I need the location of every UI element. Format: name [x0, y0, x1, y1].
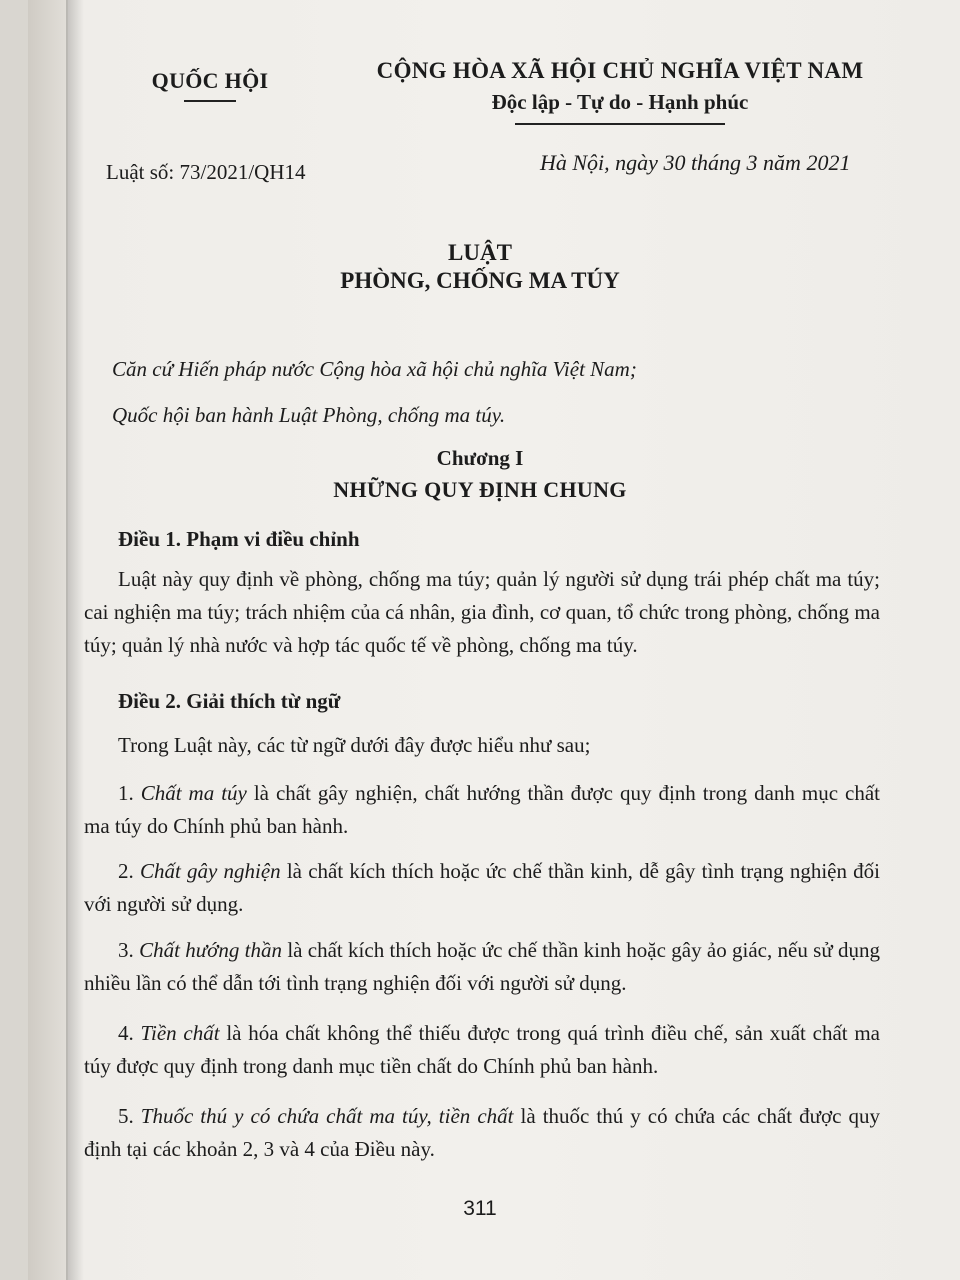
page-number: 311 [463, 1197, 497, 1220]
republic-name: CỘNG HÒA XÃ HỘI CHỦ NGHĨA VIỆT NAM [376, 58, 864, 83]
dateline: Hà Nội, ngày 30 tháng 3 năm 2021 [540, 150, 851, 175]
defined-term: Chất hướng thần [139, 938, 283, 962]
facing-page-edge [28, 0, 68, 1280]
definition-text: là chất kích thích hoặc ức chế thần kinh hoặc gây ảo giác, nếu sử dụng nhiều lần có thể dẫn tới tình trạng nghiện đối với người sử dụng. [84, 938, 881, 995]
definition-item [84, 777, 880, 843]
defined-term: Chất ma túy [140, 781, 247, 805]
organization-name: QUỐC HỘI [151, 68, 269, 93]
article-2-intro [84, 729, 880, 762]
article-1-text [84, 563, 880, 662]
document-type: LUẬT [448, 240, 512, 265]
definition-text: là thuốc thú y có chứa các chất được quy định tại các khoản 2, 3 và 4 của Điều này. [84, 1104, 880, 1161]
article-2-heading: Điều 2. Giải thích từ ngữ [118, 689, 341, 713]
item-number: 3. [118, 938, 134, 962]
definition-item [84, 1100, 880, 1166]
chapter-number: Chương I [436, 446, 524, 470]
item-number: 4. [118, 1021, 134, 1045]
enactment-line: Quốc hội ban hành Luật Phòng, chống ma túy. [112, 403, 506, 427]
item-number: 2. [118, 859, 134, 883]
national-heading [370, 58, 870, 125]
article-1-body: Luật này quy định về phòng, chống ma túy; quản lý người sử dụng trái phép chất ma túy; cai nghiện ma túy; trách nhiệm của cá nhân, gia đình, cơ quan, tổ chức trong phòng, chống ma túy; quản lý nhà nước và hợp tác quốc tế về phòng, chống ma túy. [84, 567, 880, 657]
gutter-shadow [66, 0, 84, 1280]
definition-text: là chất kích thích hoặc ức chế thần kinh, dễ gây tình trạng nghiện đối với người sử dụng. [84, 859, 880, 916]
document-title: PHÒNG, CHỐNG MA TÚY [340, 268, 620, 293]
legal-basis-line: Căn cứ Hiến pháp nước Cộng hòa xã hội chủ nghĩa Việt Nam; [112, 357, 637, 381]
chapter-title: NHỮNG QUY ĐỊNH CHUNG [333, 477, 627, 502]
organization-underline [184, 100, 236, 102]
definition-text: là chất gây nghiện, chất hướng thần được quy định trong danh mục chất ma túy do Chính phủ ban hành. [84, 781, 880, 838]
definition-item [84, 934, 880, 1000]
defined-term: Tiền chất [140, 1021, 220, 1045]
national-motto: Độc lập - Tự do - Hạnh phúc [491, 90, 749, 114]
issuer-block [120, 68, 300, 102]
article-1-heading: Điều 1. Phạm vi điều chỉnh [118, 527, 360, 551]
defined-term: Thuốc thú y có chứa chất ma túy, tiền chất [140, 1104, 514, 1128]
law-number: Luật số: 73/2021/QH14 [106, 160, 306, 184]
item-number: 1. [118, 781, 134, 805]
definition-item [84, 855, 880, 921]
definition-item [84, 1017, 880, 1083]
item-number: 5. [118, 1104, 134, 1128]
definition-text: là hóa chất không thể thiếu được trong quá trình điều chế, sản xuất chất ma túy được quy định trong danh mục tiền chất do Chính phủ ban hành. [84, 1021, 880, 1078]
motto-underline [515, 123, 725, 125]
defined-term: Chất gây nghiện [139, 859, 281, 883]
article-2-intro-text: Trong Luật này, các từ ngữ dưới đây được hiểu như sau; [118, 733, 591, 757]
